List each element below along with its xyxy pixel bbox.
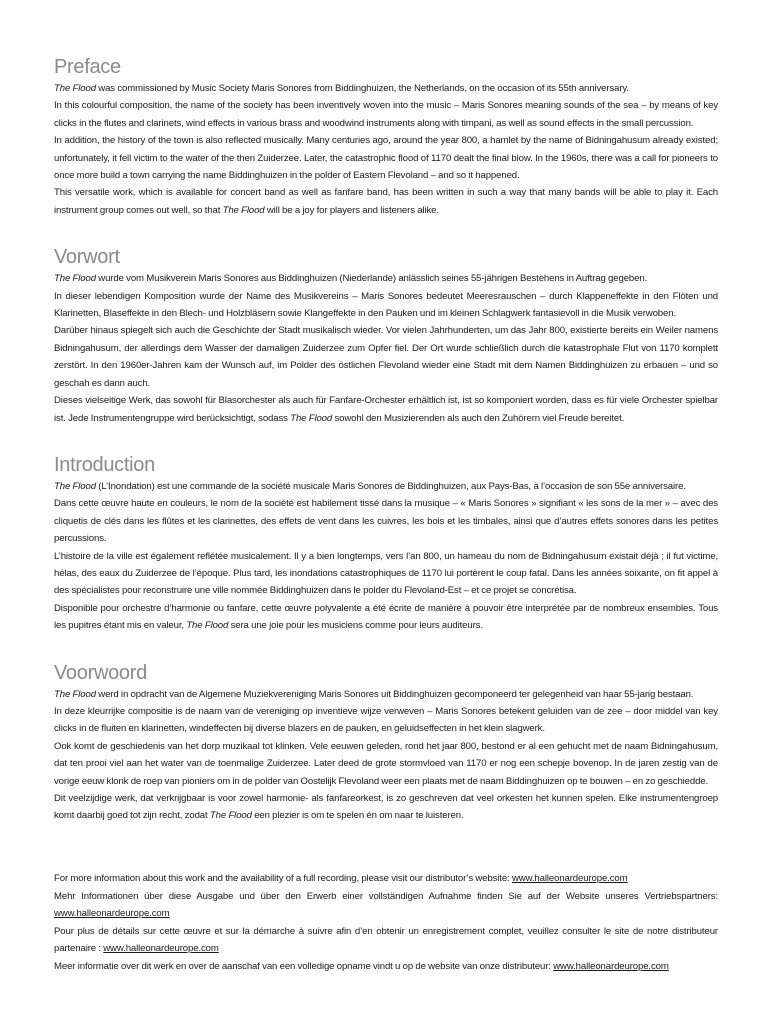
footer-line-de: Mehr Informationen über diese Ausgabe und über den Erwerb einer vollständigen Aufnahme finden Sie auf der Website unseres Vertriebspartners: www.halleonardeurope.com — [54, 890, 718, 920]
paragraph: Ook komt de geschiedenis van het dorp muzikaal tot klinken. Vele eeuwen geleden, rond het jaar 800, bestond er al een gehucht met de naam Bidningahusum, dat ten prooi viel aan het water van de toenmalige Zuiderzee. Later deed de grote stormvloed van 1170 er nog een schepje bovenop. In de jaren zestig van de vorige eeuw klonk de roep van pioniers om in de polder van Oostelijk Flevoland weer een plaats met de naam Biddinghuizen op te bouwen – en zo geschiedde. — [54, 740, 718, 787]
section-heading: Introduction — [54, 453, 155, 476]
paragraph: The Flood (L’Inondation) est une commande de la société musicale Maris Sonores de Biddinghuizen, aux Pays-Bas, à l’occasion de son 55e anniversaire. — [54, 480, 686, 492]
paragraph: Disponible pour orchestre d’harmonie ou fanfare, cette œuvre polyvalente a été écrite de manière à pouvoir être interprétée par de nombreux ensembles. Tous les pupitres étant mis en valeur, The Flood sera une joie pour les musiciens comme pour leurs auditeurs. — [54, 602, 718, 632]
work-title: The Flood — [54, 83, 96, 94]
document-body — [54, 56, 718, 852]
footer-line-en: For more information about this work and the availability of a full recording, please visit our distributor’s website: www.halleonardeurope.com — [54, 873, 628, 884]
section-heading: Preface — [54, 56, 121, 78]
section-preface — [54, 56, 718, 219]
work-title: The Flood — [54, 273, 96, 285]
paragraph: Dieses vielseitige Werk, das sowohl für Blasorchester als auch für Fanfare-Orchester erhältlich ist, ist so komponiert worden, dass es für viele Orchester spielbar ist. Jede Instrumentengruppe wird berücksichtigt, sodass The Flood sowohl den Musizierenden als auch den Zuhörern viel Freude bereitet. — [54, 395, 718, 424]
section-voorwoord — [54, 662, 718, 825]
section-heading: Vorwort — [54, 246, 120, 269]
paragraph: In addition, the history of the town is also reflected musically. Many centuries ago, around the year 800, a hamlet by the name of Bidningahusum already existed; unfortunately, it fell victim to the water of the then Zuiderzee. Later, the catastrophic flood of 1170 dealt the final blow. In the 1960s, there was a call for pioneers to once more build a town carrying the name Biddinghuizen in the polder of Eastern Flevoland – and so it happened. — [54, 135, 718, 182]
paragraph: Dit veelzijdige werk, dat verkrijgbaar is voor zowel harmonie- als fanfareorkest, is zo geschreven dat veel orkesten het kunnen spelen. Elke instrumentengroep komt daarbij goed tot zijn recht, zodat The Flood een plezier is om te spelen én om naar te luisteren. — [54, 793, 718, 822]
paragraph: In dieser lebendigen Komposition wurde der Name des Musikvereins – Maris Sonores bedeutet Meeresrauschen – durch Klappeneffekte in den Flöten und Klarinetten, Blaseffekte in den Blech- und Holzbläsern sowie Klangeffekte in den Pauken und im kleinen Schlagwerk fantasievoll in die Musik verwoben. — [54, 290, 718, 320]
paragraph: L’histoire de la ville est également reflétée musicalement. Il y a bien longtemps, vers l’an 800, un hameau du nom de Bidningahusum existait déjà ; il fut victime, hélas, des eaux du Zuiderzee de l’époque. Plus tard, les inondations catastrophiques de 1170 lui portèrent le coup fatal. Dans les années soixante, on fit appel à des spécialistes pour reconstruire une ville nommée Biddinghuizen dans le polder du Flevoland-Est – et ce projet se concrétisa. — [54, 550, 718, 597]
distributor-website-link[interactable]: www.halleonardeurope.com — [511, 873, 628, 884]
footer-line-fr: Pour plus de détails sur cette œuvre et sur la démarche à suivre afin d’en obtenir un enregistrement complet, veuillez consulter le site de notre distributeur partenaire : www.halleonardeurope.com — [54, 925, 718, 955]
work-title: The Flood — [222, 204, 265, 216]
footer-line-nl: Meer informatie over dit werk en over de aanschaf van een volledige opname vindt u op de website van onze distributeur: www.halleonardeurope.com — [54, 960, 669, 972]
footer-distributor-info — [54, 870, 718, 976]
paragraph: The Flood wurde vom Musikverein Maris Sonores aus Biddinghuizen (Niederlande) anlässlich seines 55-jährigen Bestehens in Auftrag gegeben. — [54, 273, 648, 285]
work-title: The Flood — [54, 480, 96, 492]
work-title: The Flood — [209, 810, 252, 822]
paragraph: In deze kleurrijke compositie is de naam van de vereniging op inventieve wijze verweven – Maris Sonores betekent geluiden van de zee – door middel van key clicks in de fluiten en klarinetten, windeffecten bij diverse blazers en de pauken, en geluidseffecten in het klein slagwerk. — [54, 705, 718, 735]
paragraph: In this colourful composition, the name of the society has been inventively woven into the music – Maris Sonores meaning sounds of the sea – by means of key clicks in the flutes and clarinets, wind effects in various brass and woodwind instruments along with timpani, as well as sound effects in the small percussion. — [54, 100, 718, 129]
paragraph: The Flood was commissioned by Music Society Maris Sonores from Biddinghuizen, the Netherlands, on the occasion of its 55th anniversary. — [54, 83, 629, 94]
paragraph: This versatile work, which is available for concert band as well as fanfare band, has been written in such a way that many bands will be able to play it. Each instrument group comes out well, so that The Flood will be a joy for players and listeners alike. — [54, 187, 718, 216]
distributor-website-link[interactable]: www.halleonardeurope.com — [54, 908, 170, 920]
section-heading: Voorwoord — [54, 661, 147, 684]
work-title: The Flood — [290, 412, 333, 424]
distributor-website-link[interactable]: www.halleonardeurope.com — [553, 960, 669, 972]
paragraph: Dans cette œuvre haute en couleurs, le nom de la société est habilement tissé dans la musique – « Maris Sonores » signifiant « les sons de la mer » – avec des cliquetis de clés dans les flûtes et les clarinettes, des effets de vent dans les cuivres, les bois et les timbales, ainsi que d’autres effets sonores dans les petites percussions. — [54, 498, 718, 545]
paragraph: The Flood werd in opdracht van de Algemene Muziekvereniging Maris Sonores uit Biddinghuizen gecomponeerd ter gelegenheid van haar 55-jarig bestaan. — [54, 688, 694, 700]
work-title: The Flood — [54, 688, 96, 700]
paragraph: Darüber hinaus spiegelt sich auch die Geschichte der Stadt musikalisch wieder. Vor vielen Jahrhunderten, um das Jahr 800, existierte bereits ein Weiler namens Bidningahusum, der allerdings dem Wasser der damaligen Zuiderzee zum Opfer fiel. Der Ort wurde schließlich durch die katastrophale Flut von 1170 komplett zerstört. In den 1960er-Jahren kam der Wunsch auf, im Polder des östlichen Flevoland wieder eine Stadt mit dem Namen Biddinghuizen zu erbauen – und so geschah es dann auch. — [54, 325, 718, 389]
work-title: The Flood — [186, 620, 229, 632]
distributor-website-link[interactable]: www.halleonardeurope.com — [103, 943, 219, 955]
section-vorwort — [54, 246, 718, 427]
section-introduction — [54, 454, 718, 635]
